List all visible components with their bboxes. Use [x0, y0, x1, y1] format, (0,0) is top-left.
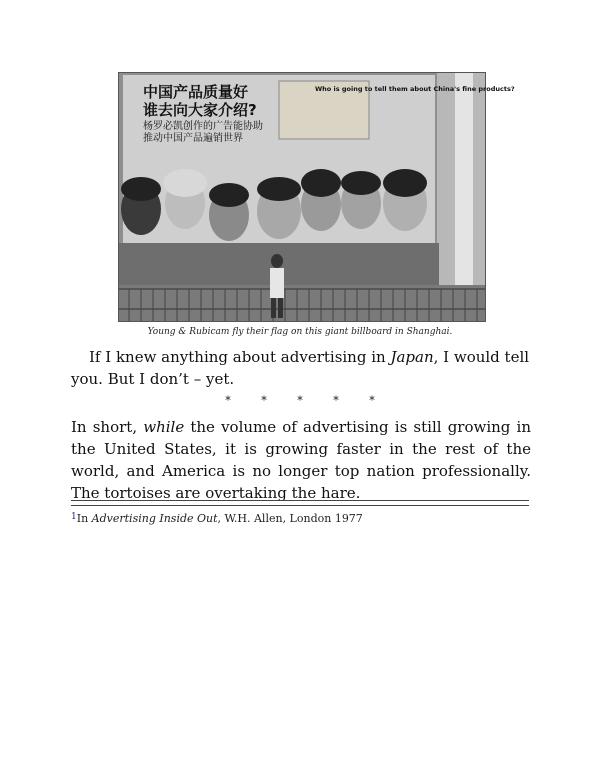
billboard-chinese-line-1: 中国产品质量好 [143, 83, 249, 101]
footnote [71, 512, 363, 525]
para1-italic-japan: Japan [390, 348, 434, 366]
separator-star: * [225, 394, 231, 407]
separator-star: * [333, 394, 339, 407]
para1-text-start: If I knew anything about advertising in [89, 348, 391, 366]
billboard-photo [118, 72, 515, 322]
separator-star: * [297, 394, 303, 407]
separator-star: * [261, 394, 267, 407]
para1-text-end: , I would tell you. But I don’t – yet. [71, 348, 530, 388]
footnote-prefix: In [76, 512, 92, 525]
para2-text-end: the volume of advertising is still growing in the United States, it is growing faster in the rest of the world, and America is no longer top nation professionally. The tortoises are overtaking the hare. [71, 418, 531, 502]
footnote-divider [71, 500, 529, 506]
para2-text-start: In short, [71, 418, 144, 436]
para2-italic-while: while [143, 418, 185, 436]
separator-star: * [369, 394, 375, 407]
billboard-english-headline: Who is going to tell them about China's fine products? [315, 85, 515, 93]
paragraph-summary [71, 416, 531, 504]
footnote-number: 1 [71, 512, 77, 522]
billboard-illustration [119, 73, 515, 321]
paragraph-japan [71, 346, 531, 390]
footnote-publisher: , W.H. Allen, London 1977 [217, 512, 363, 525]
section-separator [0, 394, 600, 407]
billboard-chinese-line-3: 杨罗必凯创作的广告能协助 [143, 121, 263, 132]
footnote-book-title: Advertising Inside Out [91, 512, 218, 525]
figure-caption: Young & Rubicam fly their flag on this giant billboard in Shanghai. [147, 327, 453, 337]
billboard-chinese-line-4: 推动中国产品遍销世界 [143, 133, 243, 144]
billboard-chinese-line-2: 谁去向大家介绍? [143, 101, 257, 119]
